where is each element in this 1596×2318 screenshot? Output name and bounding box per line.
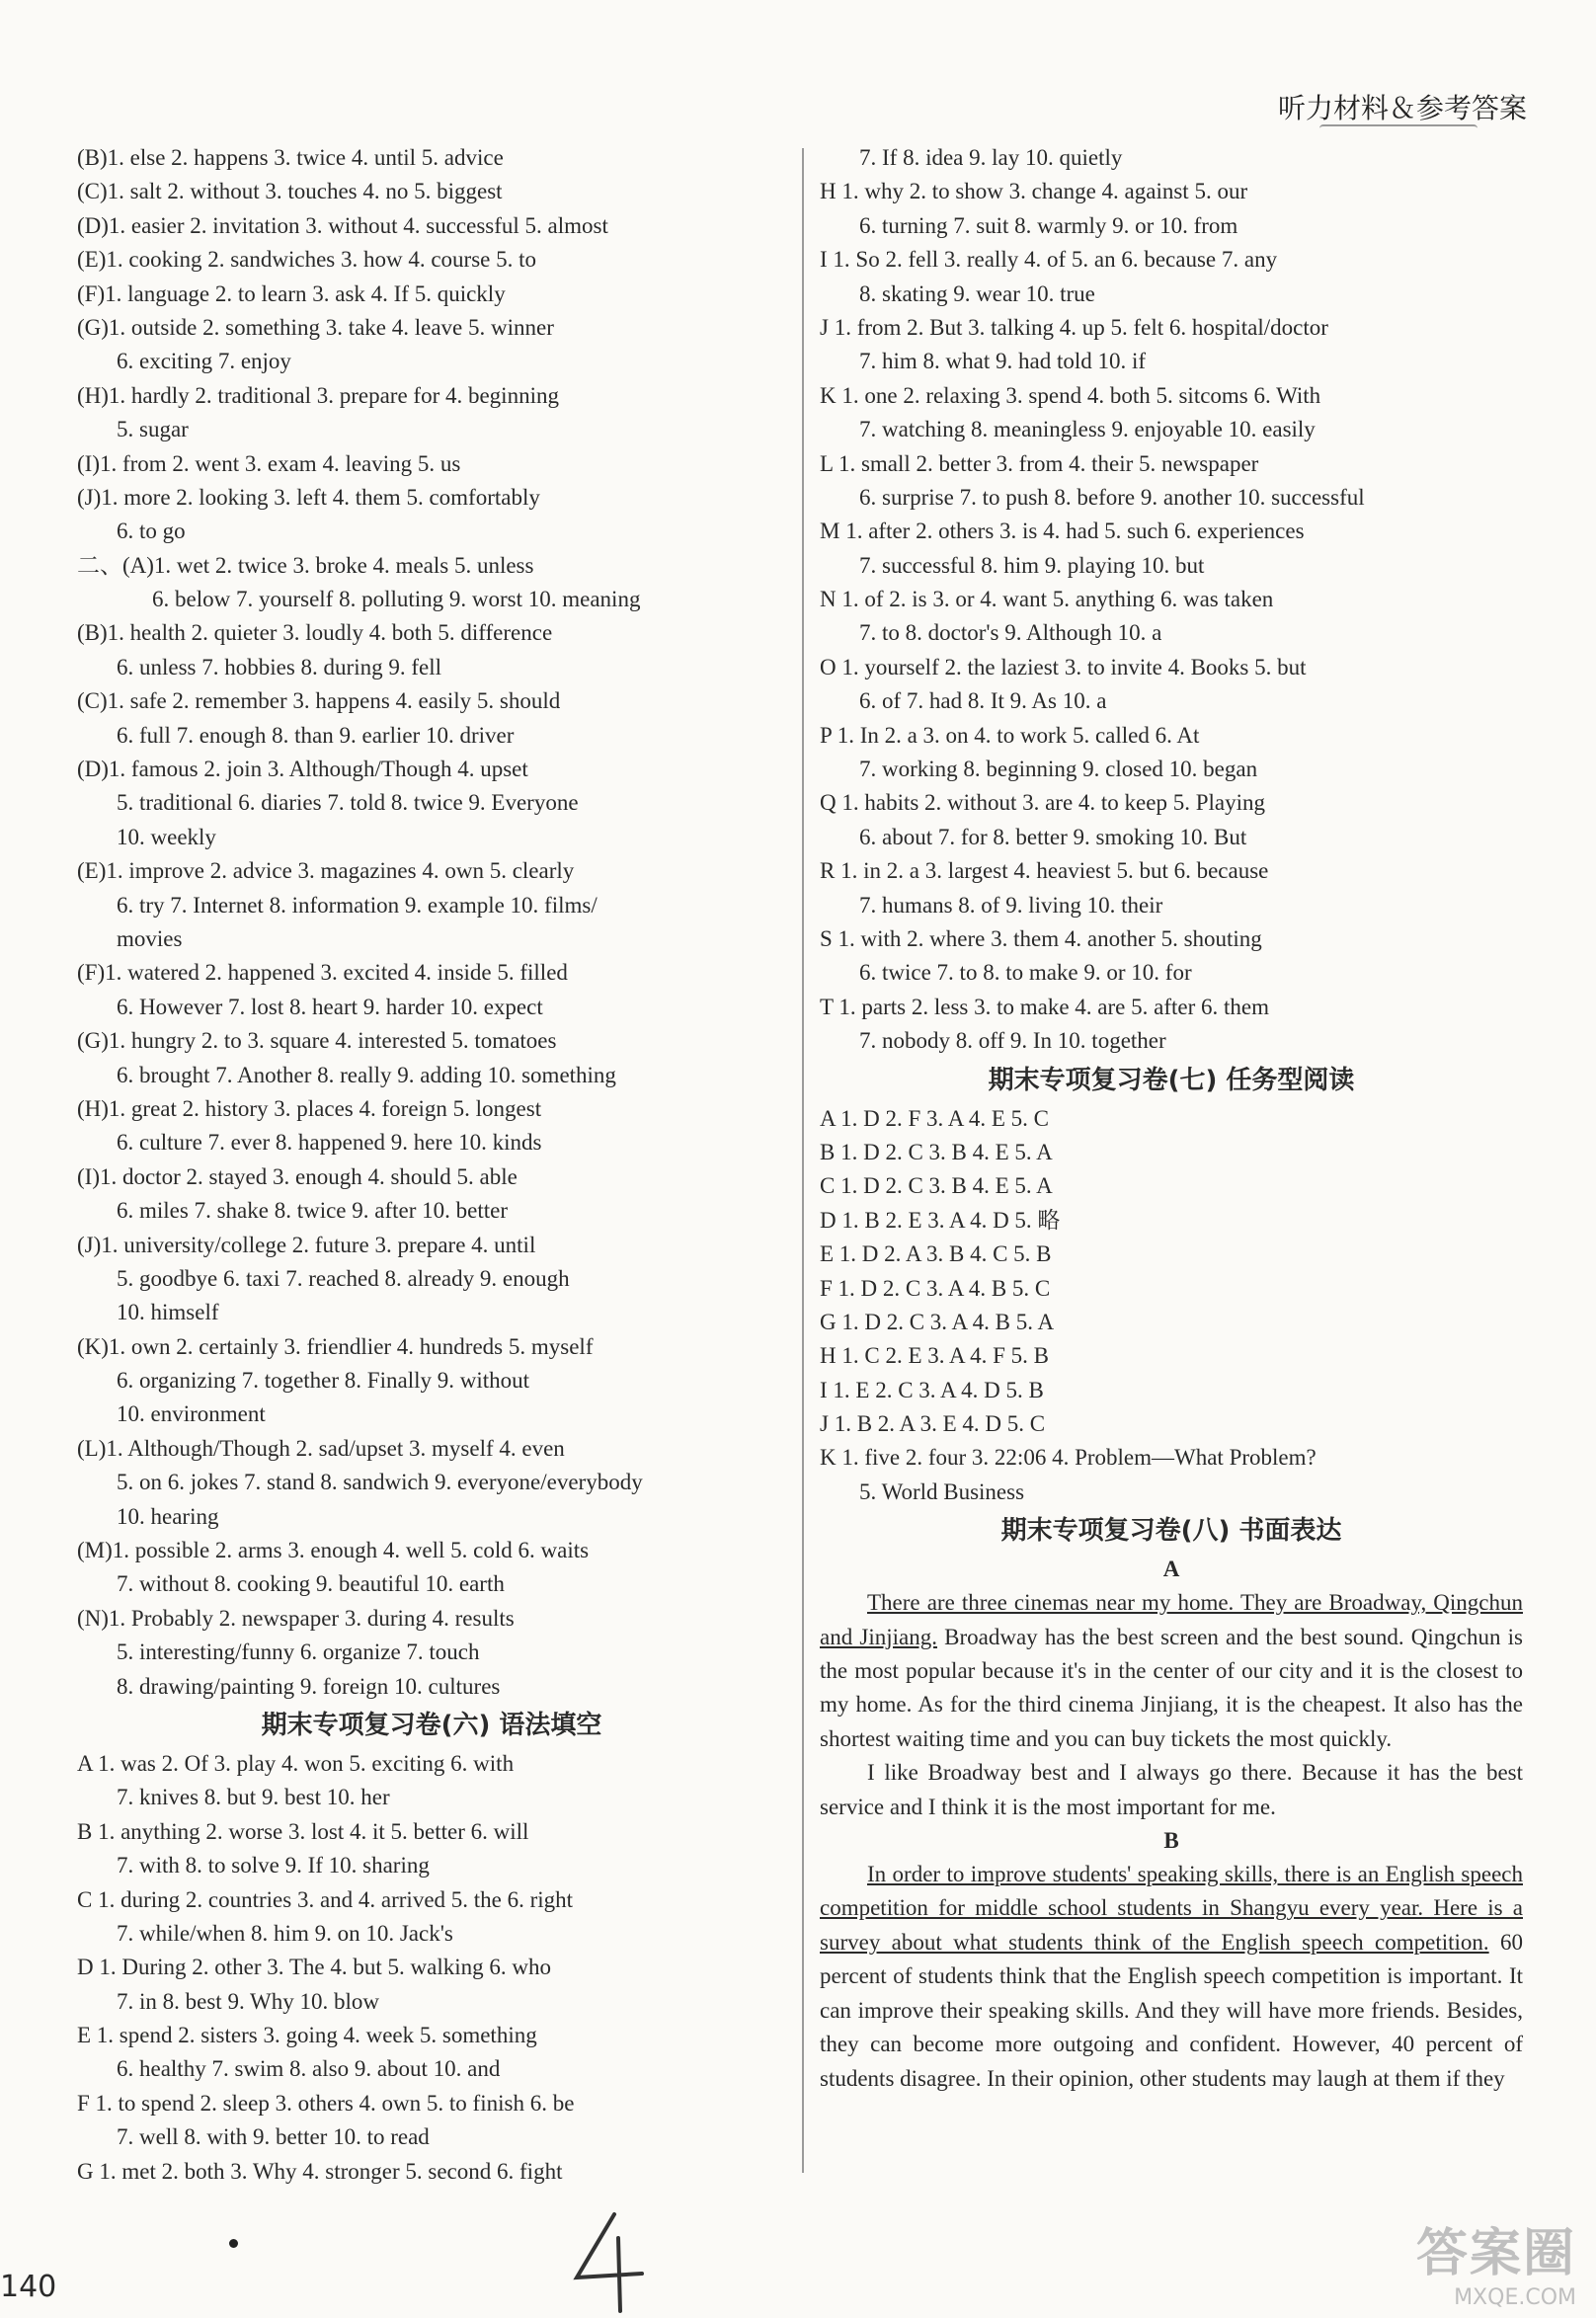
answer-line: S 1. with 2. where 3. them 4. another 5. shouting xyxy=(820,925,1262,951)
essay-a-underlined-sentence: There are three cinemas near my home. They are Broadway, Qingchun and Jinjiang. xyxy=(820,1590,1523,1649)
answer-line: (E)1. cooking 2. sandwiches 3. how 4. course 5. to xyxy=(77,247,537,273)
watermark-url: MXQE.COM xyxy=(1454,2285,1576,2310)
answer-line: 6. surprise 7. to push 8. before 9. another 10. successful xyxy=(859,484,1365,510)
answer-line: 10. environment xyxy=(117,1401,266,1427)
answer-line: (G)1. hungry 2. to 3. square 4. interested 5. tomatoes xyxy=(77,1028,557,1054)
column-divider xyxy=(802,148,804,2173)
answer-line: C 1. D 2. C 3. B 4. E 5. A xyxy=(820,1173,1053,1199)
answer-line: 7. successful 8. him 9. playing 10. but xyxy=(859,552,1205,578)
answer-line: 8. skating 9. wear 10. true xyxy=(859,280,1095,306)
answer-line: 5. World Business xyxy=(859,1479,1025,1504)
answer-line: E 1. spend 2. sisters 3. going 4. week 5. something xyxy=(77,2023,537,2048)
answer-line: 6. full 7. enough 8. than 9. earlier 10. driver xyxy=(117,722,515,748)
answer-line: R 1. in 2. a 3. largest 4. heaviest 5. but 6. because xyxy=(820,858,1269,884)
answer-line: 6. unless 7. hobbies 8. during 9. fell xyxy=(117,654,441,679)
answer-line: (C)1. safe 2. remember 3. happens 4. easily 5. should xyxy=(77,688,561,714)
answer-line: 6. about 7. for 8. better 9. smoking 10. But xyxy=(859,824,1247,849)
answer-line: K 1. one 2. relaxing 3. spend 4. both 5. sitcoms 6. With xyxy=(820,382,1321,408)
answer-line: 6. culture 7. ever 8. happened 9. here 10. kinds xyxy=(117,1130,542,1156)
answer-line: N 1. of 2. is 3. or 4. want 5. anything 6. was taken xyxy=(820,587,1274,612)
page-header-title: 听力材料＆参考答案 xyxy=(1277,92,1527,124)
answer-line: F 1. D 2. C 3. A 4. B 5. C xyxy=(820,1275,1051,1301)
answer-line: L 1. small 2. better 3. from 4. their 5. newspaper xyxy=(820,450,1259,476)
section-8-title: 期末专项复习卷(八) 书面表达 xyxy=(1000,1516,1342,1547)
answer-line: 7. If 8. idea 9. lay 10. quietly xyxy=(859,145,1123,170)
answer-line: 6. of 7. had 8. It 9. As 10. a xyxy=(859,688,1107,714)
answer-line: 7. working 8. beginning 9. closed 10. began xyxy=(859,757,1258,782)
answer-line: movies xyxy=(117,925,183,951)
answer-line: 10. hearing xyxy=(117,1503,219,1529)
essay-a-label: A xyxy=(1162,1557,1180,1582)
answer-line: J 1. from 2. But 3. talking 4. up 5. felt 6. hospital/doctor xyxy=(820,314,1328,340)
answer-line: I 1. E 2. C 3. A 4. D 5. B xyxy=(820,1377,1044,1402)
answer-line: A 1. D 2. F 3. A 4. E 5. C xyxy=(820,1105,1049,1131)
answer-line: 5. goodbye 6. taxi 7. reached 8. already 9. enough xyxy=(117,1265,570,1291)
essay-b-underlined-sentence: In order to improve students' speaking skills, there is an English speech competition for middle school students in Shangyu every year. Here is a survey about what students think of the English speech competition. xyxy=(820,1862,1523,1955)
left-column xyxy=(77,141,786,2189)
answer-line: P 1. In 2. a 3. on 4. to work 5. called 6. At xyxy=(820,722,1200,748)
essay-a-paragraph-1 xyxy=(820,1586,1523,1756)
right-answer-list xyxy=(820,141,1523,1059)
answer-line: (I)1. doctor 2. stayed 3. enough 4. should 5. able xyxy=(77,1163,518,1189)
header-decoration xyxy=(1319,124,1477,132)
answer-line: O 1. yourself 2. the laziest 3. to invite 4. Books 5. but xyxy=(820,654,1307,679)
answer-line: B 1. D 2. C 3. B 4. E 5. A xyxy=(820,1139,1053,1164)
answer-line: (B)1. else 2. happens 3. twice 4. until 5. advice xyxy=(77,145,504,170)
answer-line: 6. However 7. lost 8. heart 9. harder 10. expect xyxy=(117,994,543,1019)
answer-line: M 1. after 2. others 3. is 4. had 5. such 6. experiences xyxy=(820,519,1305,544)
page-number: 140 xyxy=(0,2270,57,2304)
answer-line: 5. interesting/funny 6. organize 7. touch xyxy=(117,1639,480,1665)
answer-line: (D)1. famous 2. join 3. Although/Though 4. upset xyxy=(77,757,528,782)
essay-a-paragraph-2: I like Broadway best and I always go there. Because it has the best service and I think it is the most important for me. xyxy=(820,1760,1523,1819)
answer-line: (F)1. language 2. to learn 3. ask 4. If 5. quickly xyxy=(77,280,506,306)
answer-line: (E)1. improve 2. advice 3. magazines 4. own 5. clearly xyxy=(77,858,575,884)
answer-line: 6. turning 7. suit 8. warmly 9. or 10. from xyxy=(859,212,1238,238)
answer-line: 7. knives 8. but 9. best 10. her xyxy=(117,1785,390,1810)
left-answer-list xyxy=(77,141,786,1704)
answer-line: 7. him 8. what 9. had told 10. if xyxy=(859,349,1147,374)
answer-line: 6. organizing 7. together 8. Finally 9. without xyxy=(117,1368,529,1394)
answer-line: (J)1. more 2. looking 3. left 4. them 5. comfortably xyxy=(77,484,540,510)
answer-line: 6. to go xyxy=(117,519,186,544)
answer-line: (H)1. hardly 2. traditional 3. prepare for 4. beginning xyxy=(77,382,559,408)
answer-line: 5. on 6. jokes 7. stand 8. sandwich 9. everyone/everybody xyxy=(117,1470,643,1495)
answer-line: C 1. during 2. countries 3. and 4. arrived 5. the 6. right xyxy=(77,1886,574,1912)
essay-a-paragraph-1-rest: Broadway has the best screen and the best sound. Qingchun is the most popular because it's in the center of our city and it is the closest to my home. As for the third cinema Jinjiang, it is the cheapest. It also has the shortest waiting time and you can buy tickets the most quickly. xyxy=(820,1624,1523,1751)
answer-line: F 1. to spend 2. sleep 3. others 4. own 5. to finish 6. be xyxy=(77,2090,575,2116)
answer-line: (F)1. watered 2. happened 3. excited 4. inside 5. filled xyxy=(77,960,568,986)
answer-line: H 1. why 2. to show 3. change 4. against 5. our xyxy=(820,179,1248,204)
answer-line: 7. without 8. cooking 9. beautiful 10. earth xyxy=(117,1571,505,1597)
answer-line: 7. with 8. to solve 9. If 10. sharing xyxy=(117,1853,430,1878)
answer-line: (J)1. university/college 2. future 3. prepare 4. until xyxy=(77,1232,536,1257)
essay-b xyxy=(820,1824,1523,2096)
answer-line: K 1. five 2. four 3. 22:06 4. Problem—What Problem? xyxy=(820,1445,1317,1471)
answer-line: (D)1. easier 2. invitation 3. without 4. successful 5. almost xyxy=(77,212,608,238)
answer-line: Q 1. habits 2. without 3. are 4. to keep 5. Playing xyxy=(820,790,1265,816)
essay-b-paragraph-1 xyxy=(820,1858,1523,2096)
answer-line: 6. brought 7. Another 8. really 9. adding 10. something xyxy=(117,1062,616,1087)
section-6-title: 期末专项复习卷(六) 语法填空 xyxy=(261,1710,602,1740)
answer-line: 7. in 8. best 9. Why 10. blow xyxy=(117,1988,379,2014)
answer-line: H 1. C 2. E 3. A 4. F 5. B xyxy=(820,1343,1049,1369)
answer-line: 6. below 7. yourself 8. polluting 9. worst 10. meaning xyxy=(152,587,641,612)
answer-line: 6. try 7. Internet 8. information 9. example 10. films/ xyxy=(117,892,598,918)
answer-line: (K)1. own 2. certainly 3. friendlier 4. hundreds 5. myself xyxy=(77,1333,594,1359)
answer-line: D 1. B 2. E 3. A 4. D 5. 略 xyxy=(820,1207,1061,1233)
ink-dot xyxy=(229,2239,238,2248)
answer-line: (M)1. possible 2. arms 3. enough 4. well 5. cold 6. waits xyxy=(77,1538,590,1563)
answer-line: 7. humans 8. of 9. living 10. their xyxy=(859,892,1163,918)
answer-line: 8. drawing/painting 9. foreign 10. cultures xyxy=(117,1673,501,1699)
watermark-brand: 答案圈 xyxy=(1415,2224,1576,2283)
essay-a xyxy=(820,1553,1523,1824)
answer-line: 5. traditional 6. diaries 7. told 8. twice 9. Everyone xyxy=(117,790,579,816)
right-column xyxy=(820,141,1523,2096)
answer-line: J 1. B 2. A 3. E 4. D 5. C xyxy=(820,1411,1046,1437)
answer-line: G 1. met 2. both 3. Why 4. stronger 5. second 6. fight xyxy=(77,2158,563,2184)
answer-line: A 1. was 2. Of 3. play 4. won 5. exciting 6. with xyxy=(77,1750,515,1776)
answer-line: E 1. D 2. A 3. B 4. C 5. B xyxy=(820,1241,1052,1267)
watermark xyxy=(1416,2211,1576,2310)
answer-line: (H)1. great 2. history 3. places 4. foreign 5. longest xyxy=(77,1095,542,1121)
essay-b-label: B xyxy=(1163,1828,1179,1854)
answer-line: 10. himself xyxy=(117,1300,219,1325)
answer-line: 7. to 8. doctor's 9. Although 10. a xyxy=(859,620,1162,646)
answer-line: (C)1. salt 2. without 3. touches 4. no 5. biggest xyxy=(77,179,503,204)
answer-line: (G)1. outside 2. something 3. take 4. leave 5. winner xyxy=(77,314,554,340)
answer-line: B 1. anything 2. worse 3. lost 4. it 5. better 6. will xyxy=(77,1818,529,1844)
answer-line: (I)1. from 2. went 3. exam 4. leaving 5. us xyxy=(77,450,461,476)
essay-b-paragraph-1-rest: 60 percent of students think that the English speech competition is important. It can improve their speaking skills. And they will have more friends. Besides, they can become more outgoing and confident. However, 40 percent of students disagree. In their opinion, other students may laugh at them if they xyxy=(820,1929,1524,2091)
answer-line: I 1. So 2. fell 3. really 4. of 5. an 6. because 7. any xyxy=(820,247,1278,273)
section-6-answer-list xyxy=(77,1747,786,2189)
answer-line: 7. well 8. with 9. better 10. to read xyxy=(117,2124,430,2150)
answer-line: 6. exciting 7. enjoy xyxy=(117,349,291,374)
answer-line: 7. watching 8. meaningless 9. enjoyable 10. easily xyxy=(859,417,1316,442)
section-7-title: 期末专项复习卷(七) 任务型阅读 xyxy=(988,1065,1355,1095)
answer-line: (B)1. health 2. quieter 3. loudly 4. both 5. difference xyxy=(77,620,553,646)
answer-line: D 1. During 2. other 3. The 4. but 5. walking 6. who xyxy=(77,1955,551,1980)
answer-line: 6. twice 7. to 8. to make 9. or 10. for xyxy=(859,960,1192,986)
answer-line: (N)1. Probably 2. newspaper 3. during 4. results xyxy=(77,1605,515,1631)
answer-line: (L)1. Although/Though 2. sad/upset 3. myself 4. even xyxy=(77,1435,565,1461)
answer-line: 6. miles 7. shake 8. twice 9. after 10. better xyxy=(117,1198,508,1224)
answer-line: T 1. parts 2. less 3. to make 4. are 5. after 6. them xyxy=(820,994,1269,1019)
answer-line: 5. sugar xyxy=(117,417,189,442)
answer-line: 二、(A)1. wet 2. twice 3. broke 4. meals 5. unless xyxy=(77,552,534,578)
answer-line: 7. nobody 8. off 9. In 10. together xyxy=(859,1028,1166,1054)
answer-line: 10. weekly xyxy=(117,824,216,849)
section-7-answer-list xyxy=(820,1102,1523,1510)
handwritten-mark xyxy=(563,2208,652,2317)
answer-line: G 1. D 2. C 3. A 4. B 5. A xyxy=(820,1309,1055,1334)
answer-line: 7. while/when 8. him 9. on 10. Jack's xyxy=(117,1920,453,1946)
answer-line: 6. healthy 7. swim 8. also 9. about 10. and xyxy=(117,2056,501,2082)
